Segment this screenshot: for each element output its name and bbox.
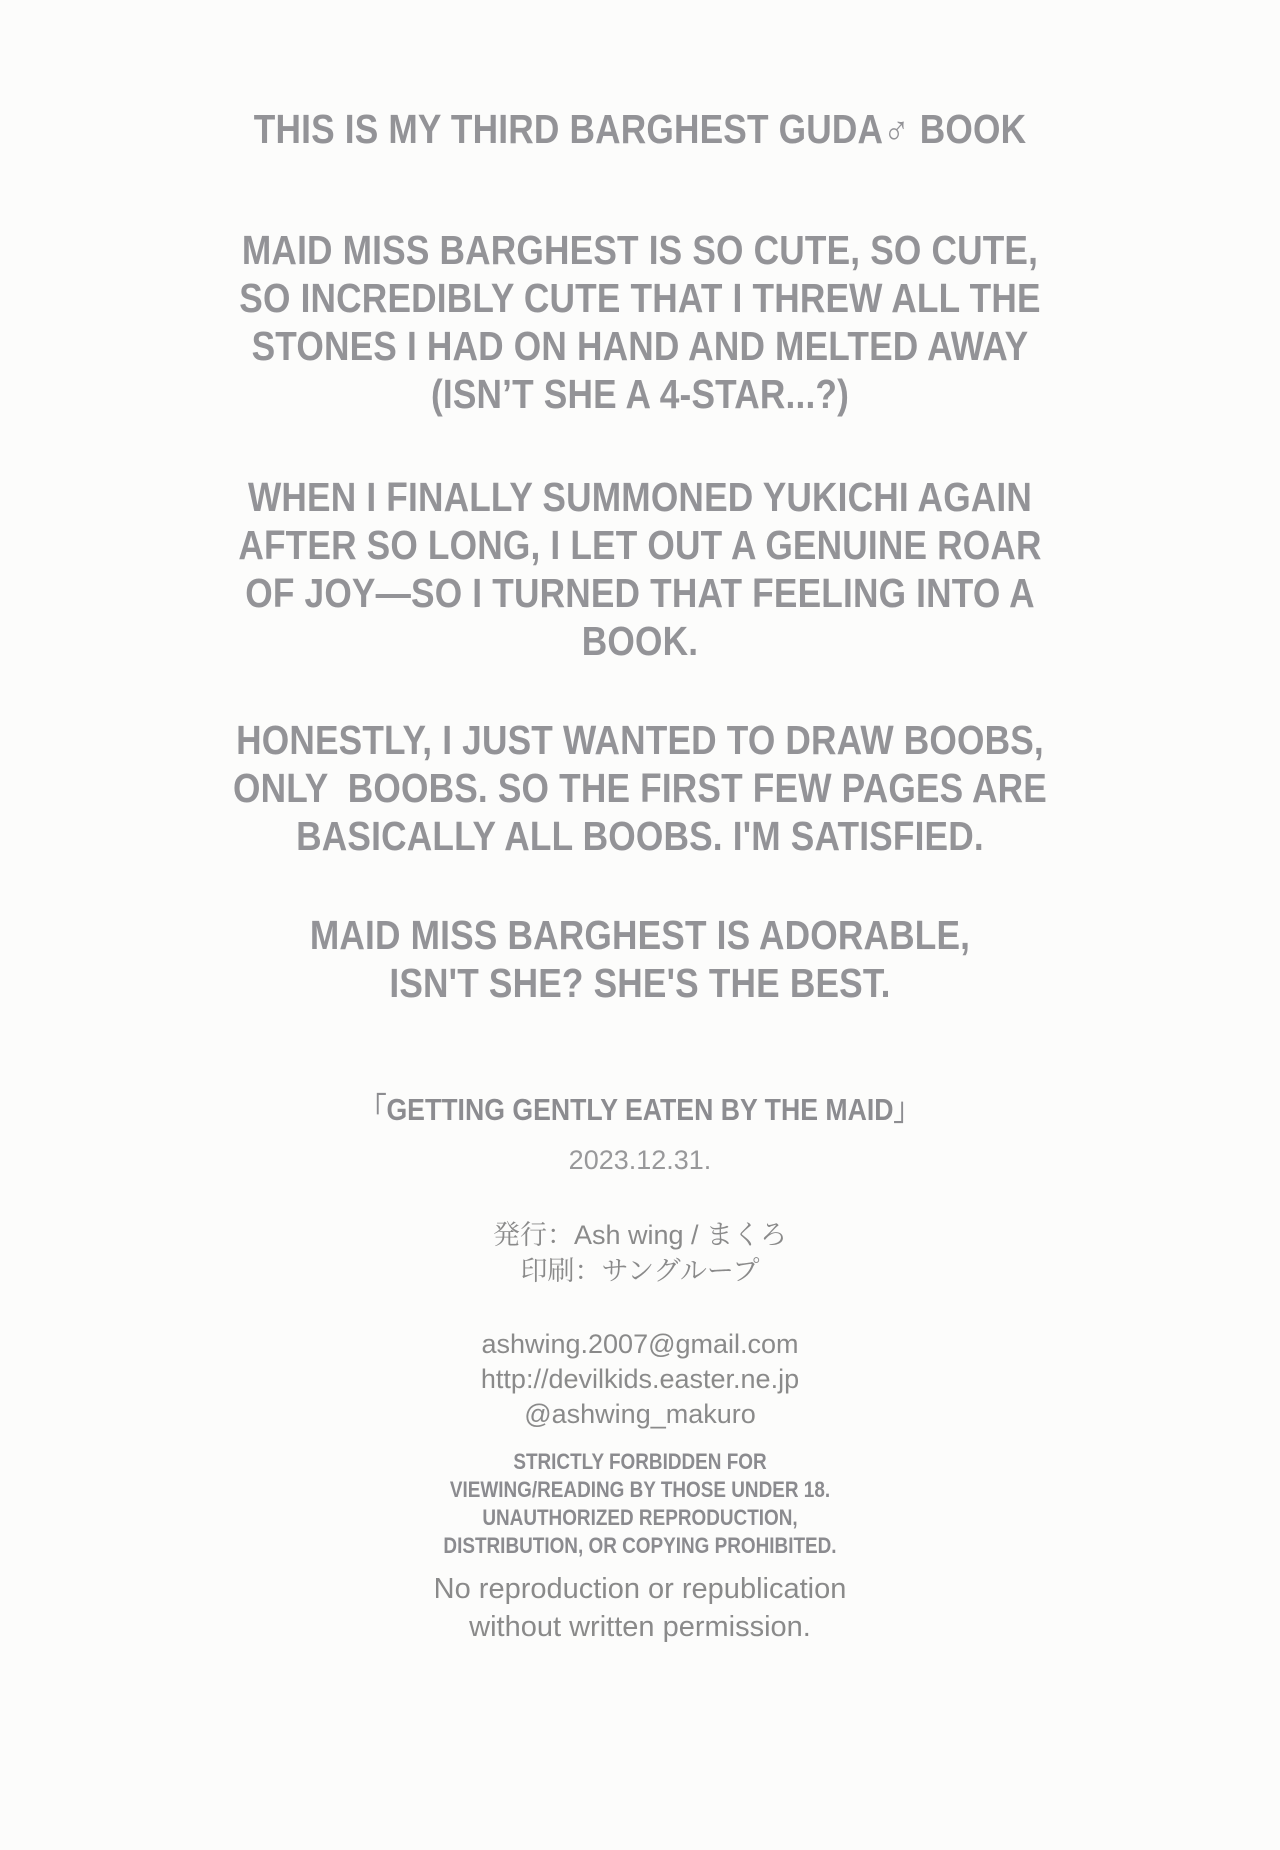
paragraph-line: BASICALLY ALL BOOBS. I'M SATISFIED.	[296, 813, 984, 859]
paragraph-line: MAID MISS BARGHEST IS SO CUTE, SO CUTE,	[241, 227, 1039, 273]
contact-block	[0, 1327, 1280, 1432]
book-title	[90, 1088, 1191, 1132]
paragraph-line: STONES I HAD ON HAND AND MELTED AWAY	[251, 323, 1029, 369]
paragraph-line: BOOK.	[581, 618, 699, 664]
paragraph-line: WHEN I FINALLY SUMMONED YUKICHI AGAIN	[247, 474, 1033, 520]
paragraph-3	[90, 716, 1191, 860]
page-title	[90, 105, 1191, 153]
paragraph-4	[90, 911, 1191, 1007]
notice-line: No reproduction or republication	[433, 1573, 847, 1605]
contact-website: http://devilkids.easter.ne.jp	[480, 1364, 800, 1394]
paragraph-line: SO INCREDIBLY CUTE THAT I THREW ALL THE	[239, 275, 1041, 321]
contact-handle: @ashwing_makuro	[524, 1399, 756, 1429]
title-line: THIS IS MY THIRD BARGHEST GUDA♂ BOOK	[253, 106, 1027, 152]
paragraph-line: OF JOY—SO I TURNED THAT FEELING INTO A	[245, 570, 1035, 616]
warning-line: UNAUTHORIZED REPRODUCTION,	[482, 1505, 798, 1530]
publication-date: 2023.12.31.	[568, 1145, 712, 1175]
book-title-text: 「GETTING GENTLY EATEN BY THE MAID」	[359, 1092, 921, 1127]
reproduction-notice	[0, 1570, 1280, 1646]
warning-line: STRICTLY FORBIDDEN FOR	[513, 1449, 767, 1474]
paragraph-line: ISN'T SHE? SHE'S THE BEST.	[389, 960, 891, 1006]
credits-block	[0, 1217, 1280, 1289]
paragraph-line: HONESTLY, I JUST WANTED TO DRAW BOOBS,	[236, 717, 1044, 763]
paragraph-1	[90, 226, 1191, 418]
paragraph-line: ONLY BOOBS. SO THE FIRST FEW PAGES ARE	[233, 765, 1047, 811]
paragraph-line: AFTER SO LONG, I LET OUT A GENUINE ROAR	[238, 522, 1042, 568]
age-warning-block	[90, 1448, 1191, 1560]
contact-email: ashwing.2007@gmail.com	[481, 1329, 799, 1359]
printer-line: 印刷：サングループ	[520, 1256, 760, 1286]
warning-line: DISTRIBUTION, OR COPYING PROHIBITED.	[443, 1533, 837, 1558]
paragraph-line: (ISN’T SHE A 4-STAR...?)	[430, 371, 850, 417]
publisher-line: 発行：Ash wing / まくろ	[492, 1220, 788, 1250]
paragraph-2	[90, 473, 1191, 665]
paragraph-line: MAID MISS BARGHEST IS ADORABLE,	[309, 912, 971, 958]
warning-line: VIEWING/READING BY THOSE UNDER 18.	[449, 1477, 831, 1502]
notice-line: without written permission.	[469, 1611, 811, 1643]
